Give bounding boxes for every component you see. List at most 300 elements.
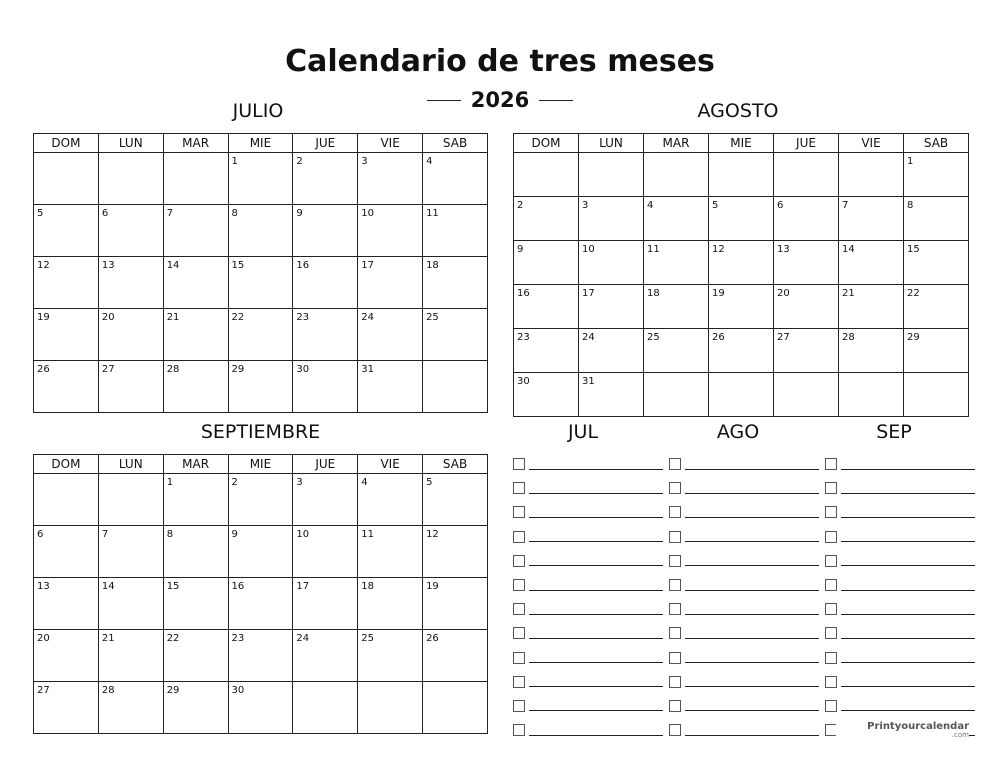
weekday-header: VIE	[839, 134, 904, 153]
day-cell	[293, 578, 358, 630]
checkbox[interactable]	[513, 555, 525, 567]
day-number: 5	[426, 477, 433, 488]
day-cell	[839, 241, 904, 285]
day-cell	[228, 309, 293, 361]
day-cell	[293, 205, 358, 257]
day-cell	[163, 205, 228, 257]
day-number: 27	[101, 364, 115, 375]
day-number: 25	[426, 312, 439, 323]
weekday-header: MAR	[644, 134, 709, 153]
write-line	[529, 614, 663, 615]
day-cell	[644, 153, 709, 197]
day-cell	[98, 153, 163, 205]
day-number: 6	[101, 208, 109, 219]
day-cell	[163, 474, 228, 526]
day-number: 10	[582, 244, 595, 255]
weekday-header: LUN	[98, 134, 163, 153]
checkbox[interactable]	[669, 627, 681, 639]
checkbox[interactable]	[513, 652, 525, 664]
weekday-header: DOM	[34, 134, 99, 153]
todo-item	[825, 646, 975, 670]
calendar-july	[33, 133, 488, 413]
checkbox[interactable]	[669, 700, 681, 712]
checkbox[interactable]	[825, 482, 837, 494]
week-row	[34, 526, 488, 578]
checkbox[interactable]	[513, 458, 525, 470]
checkbox[interactable]	[669, 458, 681, 470]
todo-item	[669, 452, 819, 476]
checkbox[interactable]	[825, 627, 837, 639]
day-cell	[98, 526, 163, 578]
day-number: 7	[101, 529, 109, 540]
day-number: 24	[296, 633, 310, 644]
checkbox[interactable]	[513, 579, 525, 591]
day-cell	[293, 682, 358, 734]
day-number: 18	[426, 260, 439, 271]
day-number: 12	[712, 244, 725, 255]
todo-item	[513, 597, 663, 621]
calendar-august	[513, 133, 969, 417]
checkbox[interactable]	[513, 506, 525, 518]
day-cell	[644, 329, 709, 373]
week-row	[34, 205, 488, 257]
todo-item	[513, 646, 663, 670]
day-number: 21	[166, 312, 180, 323]
week-row	[514, 153, 969, 197]
day-number: 14	[101, 581, 115, 592]
write-line	[841, 590, 975, 591]
checkbox[interactable]	[825, 579, 837, 591]
todo-item	[513, 573, 663, 597]
day-number: 18	[361, 581, 374, 592]
day-cell	[163, 526, 228, 578]
day-cell	[423, 630, 488, 682]
day-cell	[34, 526, 99, 578]
day-number: 24	[582, 332, 595, 343]
day-cell	[228, 682, 293, 734]
todo-item	[825, 452, 975, 476]
write-line	[529, 541, 663, 542]
brand-domain: .com	[951, 731, 969, 739]
weekday-header: DOM	[514, 134, 579, 153]
week-row	[34, 361, 488, 413]
day-cell	[423, 526, 488, 578]
day-cell	[98, 205, 163, 257]
todo-item	[669, 500, 819, 524]
day-cell	[774, 197, 839, 241]
day-number: 17	[296, 581, 310, 592]
day-number: 10	[361, 208, 374, 219]
day-cell	[293, 257, 358, 309]
day-cell	[774, 329, 839, 373]
checkbox[interactable]	[825, 506, 837, 518]
todo-item	[825, 694, 975, 718]
day-cell	[423, 474, 488, 526]
day-number: 13	[37, 581, 50, 592]
week-row	[34, 682, 488, 734]
checkbox[interactable]	[669, 676, 681, 688]
week-row	[514, 373, 969, 417]
day-number: 28	[842, 332, 855, 343]
day-cell	[514, 197, 579, 241]
day-number: 3	[296, 477, 303, 488]
write-line	[529, 662, 663, 663]
day-cell	[98, 578, 163, 630]
weekday-header: DOM	[34, 455, 99, 474]
weekday-header: SAB	[423, 134, 488, 153]
write-line	[685, 541, 819, 542]
write-line	[685, 590, 819, 591]
month-title-september: SEPTIEMBRE	[200, 421, 321, 443]
day-number: 22	[166, 633, 180, 644]
day-cell	[34, 361, 99, 413]
brand-name: Printyourcalendar	[867, 721, 969, 732]
write-line	[529, 638, 663, 639]
day-number: 5	[712, 200, 719, 211]
todo-item	[513, 452, 663, 476]
day-cell	[228, 630, 293, 682]
write-line	[841, 614, 975, 615]
write-line	[841, 638, 975, 639]
day-cell	[34, 474, 99, 526]
weekday-header: JUE	[293, 455, 358, 474]
day-number: 8	[907, 200, 914, 211]
day-number: 23	[231, 633, 245, 644]
write-line	[529, 493, 663, 494]
day-cell	[163, 578, 228, 630]
day-number: 6	[777, 200, 784, 211]
day-number: 9	[296, 208, 303, 219]
week-row	[34, 153, 488, 205]
day-cell	[293, 474, 358, 526]
write-line	[529, 469, 663, 470]
todo-item	[669, 476, 819, 500]
day-cell	[98, 682, 163, 734]
day-cell	[423, 205, 488, 257]
day-cell	[293, 153, 358, 205]
write-line	[841, 541, 975, 542]
weekday-header: JUE	[774, 134, 839, 153]
day-cell	[163, 309, 228, 361]
week-row	[34, 257, 488, 309]
day-number: 2	[296, 156, 303, 167]
day-number: 19	[426, 581, 439, 592]
todo-item	[825, 549, 975, 573]
day-cell	[228, 578, 293, 630]
day-number: 7	[842, 200, 849, 211]
week-row	[34, 474, 488, 526]
day-cell	[293, 361, 358, 413]
weekday-header: MAR	[163, 455, 228, 474]
day-cell	[98, 309, 163, 361]
day-cell	[709, 197, 774, 241]
day-number: 20	[37, 633, 50, 644]
checkbox[interactable]	[513, 603, 525, 615]
checkbox[interactable]	[825, 458, 837, 470]
week-row	[34, 630, 488, 682]
write-line	[685, 662, 819, 663]
day-cell	[839, 329, 904, 373]
day-number: 13	[777, 244, 790, 255]
day-cell	[774, 153, 839, 197]
checkbox[interactable]	[669, 555, 681, 567]
day-cell	[34, 630, 99, 682]
todo-item	[669, 694, 819, 718]
weekday-header: JUE	[293, 134, 358, 153]
day-cell	[358, 153, 423, 205]
day-cell	[644, 373, 709, 417]
todo-item	[825, 621, 975, 645]
day-cell	[163, 153, 228, 205]
day-number: 21	[101, 633, 115, 644]
day-cell	[514, 373, 579, 417]
weekday-header: MIE	[228, 134, 293, 153]
checkbox[interactable]	[669, 482, 681, 494]
todo-item	[513, 670, 663, 694]
day-cell	[228, 257, 293, 309]
todo-item	[669, 597, 819, 621]
day-cell	[644, 241, 709, 285]
day-number: 7	[166, 208, 174, 219]
write-line	[685, 565, 819, 566]
todo-item	[669, 718, 819, 742]
checkbox[interactable]	[513, 627, 525, 639]
day-cell	[358, 682, 423, 734]
checkbox[interactable]	[669, 603, 681, 615]
write-line	[841, 469, 975, 470]
month-title-august: AGOSTO	[697, 100, 779, 122]
day-cell	[358, 257, 423, 309]
day-cell	[358, 205, 423, 257]
weekday-header: VIE	[358, 455, 423, 474]
day-cell	[904, 241, 969, 285]
todo-heading-sep: SEP	[876, 421, 912, 443]
day-number: 25	[647, 332, 660, 343]
day-cell	[709, 329, 774, 373]
todo-heading-ago: AGO	[716, 421, 760, 443]
write-line	[529, 517, 663, 518]
checkbox[interactable]	[513, 531, 525, 543]
day-number: 16	[231, 581, 245, 592]
todo-item	[669, 549, 819, 573]
todo-item	[669, 621, 819, 645]
day-cell	[774, 241, 839, 285]
day-cell	[293, 630, 358, 682]
day-number: 30	[296, 364, 310, 375]
checkbox[interactable]	[825, 531, 837, 543]
checkbox[interactable]	[825, 603, 837, 615]
day-number: 27	[777, 332, 790, 343]
day-number: 16	[296, 260, 310, 271]
weekday-header-row	[34, 455, 488, 474]
day-cell	[358, 474, 423, 526]
day-cell	[579, 241, 644, 285]
checkbox[interactable]	[669, 506, 681, 518]
day-cell	[514, 241, 579, 285]
write-line	[529, 710, 663, 711]
day-cell	[579, 285, 644, 329]
day-cell	[774, 285, 839, 329]
day-cell	[293, 309, 358, 361]
day-number: 5	[37, 208, 44, 219]
day-cell	[579, 197, 644, 241]
brand-logo	[836, 721, 969, 743]
page-title: Calendario de tres meses	[285, 44, 715, 79]
weekday-header: SAB	[904, 134, 969, 153]
day-cell	[98, 257, 163, 309]
week-row	[514, 197, 969, 241]
day-cell	[644, 285, 709, 329]
day-cell	[709, 373, 774, 417]
day-number: 22	[231, 312, 245, 323]
day-number: 23	[517, 332, 530, 343]
day-cell	[34, 205, 99, 257]
day-cell	[423, 361, 488, 413]
weekday-header-row	[34, 134, 488, 153]
day-cell	[839, 285, 904, 329]
checkbox[interactable]	[669, 531, 681, 543]
week-row	[34, 309, 488, 361]
day-cell	[514, 329, 579, 373]
checkbox[interactable]	[513, 700, 525, 712]
todo-item	[669, 670, 819, 694]
weekday-header: VIE	[358, 134, 423, 153]
checkbox[interactable]	[513, 724, 525, 736]
weekday-header: MAR	[163, 134, 228, 153]
todo-item	[669, 525, 819, 549]
day-number: 15	[907, 244, 920, 255]
week-row	[514, 241, 969, 285]
day-number: 10	[296, 529, 310, 540]
day-number: 14	[166, 260, 180, 271]
day-cell	[644, 197, 709, 241]
todo-item	[513, 694, 663, 718]
day-number: 9	[517, 244, 524, 255]
write-line	[529, 590, 663, 591]
day-cell	[774, 373, 839, 417]
day-cell	[98, 361, 163, 413]
day-number: 18	[647, 288, 660, 299]
day-number: 9	[231, 529, 238, 540]
checkbox[interactable]	[825, 676, 837, 688]
day-cell	[228, 526, 293, 578]
day-cell	[293, 526, 358, 578]
day-number: 19	[712, 288, 725, 299]
week-row	[514, 285, 969, 329]
day-number: 3	[361, 156, 368, 167]
day-cell	[358, 526, 423, 578]
day-number: 31	[361, 364, 374, 375]
day-number: 12	[426, 529, 439, 540]
day-cell	[358, 309, 423, 361]
day-number: 1	[231, 156, 238, 167]
day-number: 29	[166, 685, 180, 696]
todo-item	[825, 597, 975, 621]
day-number: 8	[231, 208, 238, 219]
checkbox[interactable]	[513, 676, 525, 688]
day-cell	[358, 630, 423, 682]
day-number: 30	[517, 376, 530, 387]
write-line	[685, 469, 819, 470]
write-line	[685, 686, 819, 687]
day-cell	[423, 309, 488, 361]
day-cell	[34, 309, 99, 361]
todo-item	[825, 525, 975, 549]
day-cell	[34, 153, 99, 205]
write-line	[685, 710, 819, 711]
day-cell	[228, 205, 293, 257]
day-number: 8	[166, 529, 174, 540]
day-cell	[228, 474, 293, 526]
write-line	[841, 710, 975, 711]
todo-item	[513, 621, 663, 645]
day-number: 21	[842, 288, 855, 299]
day-number: 25	[361, 633, 374, 644]
day-number: 17	[582, 288, 595, 299]
day-cell	[423, 682, 488, 734]
weekday-header: SAB	[423, 455, 488, 474]
day-number: 19	[37, 312, 50, 323]
write-line	[685, 735, 819, 736]
checkbox[interactable]	[669, 652, 681, 664]
day-number: 26	[37, 364, 50, 375]
todo-list-sep	[825, 452, 975, 742]
todo-item	[669, 646, 819, 670]
weekday-header: MIE	[228, 455, 293, 474]
day-number: 22	[907, 288, 920, 299]
day-cell	[709, 285, 774, 329]
checkbox[interactable]	[825, 700, 837, 712]
day-number: 26	[712, 332, 725, 343]
write-line	[529, 565, 663, 566]
day-number: 15	[166, 581, 180, 592]
write-line	[529, 735, 663, 736]
checkbox[interactable]	[669, 579, 681, 591]
checkbox[interactable]	[513, 482, 525, 494]
day-number: 28	[101, 685, 115, 696]
todo-item	[825, 573, 975, 597]
day-cell	[839, 153, 904, 197]
day-number: 4	[426, 156, 433, 167]
week-row	[34, 578, 488, 630]
day-cell	[904, 197, 969, 241]
todo-item	[669, 573, 819, 597]
day-cell	[423, 578, 488, 630]
write-line	[685, 614, 819, 615]
day-cell	[904, 285, 969, 329]
write-line	[841, 686, 975, 687]
checkbox[interactable]	[825, 555, 837, 567]
day-cell	[34, 257, 99, 309]
day-cell	[163, 682, 228, 734]
checkbox[interactable]	[669, 724, 681, 736]
day-number: 30	[231, 685, 245, 696]
day-cell	[98, 630, 163, 682]
day-cell	[579, 153, 644, 197]
todo-item	[825, 670, 975, 694]
day-number: 13	[101, 260, 115, 271]
weekday-header: LUN	[579, 134, 644, 153]
day-number: 15	[231, 260, 245, 271]
year-label: 2026	[470, 88, 530, 112]
todo-item	[513, 718, 663, 742]
checkbox[interactable]	[825, 652, 837, 664]
todo-item	[825, 500, 975, 524]
todo-item	[513, 549, 663, 573]
day-number: 12	[37, 260, 50, 271]
weekday-header-row	[514, 134, 969, 153]
day-number: 20	[777, 288, 790, 299]
